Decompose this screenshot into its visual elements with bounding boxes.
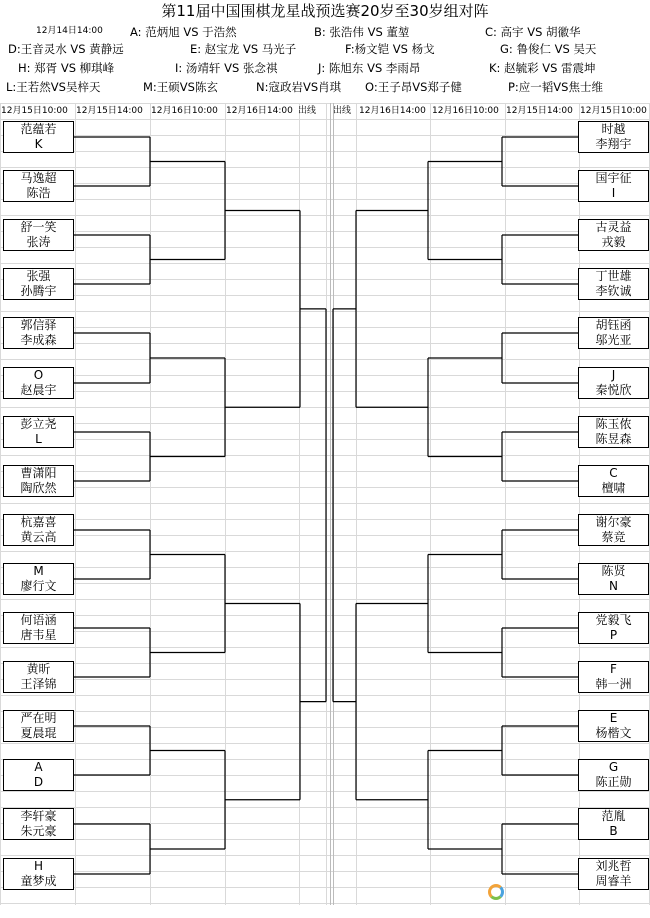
player-name: M: [33, 564, 44, 578]
header-date: 12月14日14:00: [36, 26, 103, 36]
player-name: 朱元豪: [20, 824, 57, 838]
player-name: N: [609, 579, 618, 593]
player-name: D: [33, 775, 44, 789]
player-name: 蔡竞: [601, 530, 626, 544]
preliminary-match: G: 鲁俊仁 VS 吴天: [500, 42, 597, 56]
round-header-right: 出线: [333, 106, 352, 116]
player-name: J: [611, 368, 616, 382]
player-name: 严在明: [20, 711, 57, 725]
preliminary-match: D:王音灵水 VS 黄静远: [8, 42, 124, 56]
player-name: 周睿羊: [595, 874, 632, 888]
player-name: 彭立尧: [20, 417, 57, 431]
player-name: L: [35, 432, 42, 446]
watermark-logo-icon: [488, 884, 504, 900]
player-name: 赵晨宇: [20, 383, 57, 397]
player-name: 时越: [601, 122, 626, 136]
preliminary-match: C: 高宇 VS 胡徽华: [485, 25, 581, 39]
player-name: 陈贤: [601, 564, 626, 578]
player-name: 檀啸: [601, 481, 626, 495]
preliminary-match: A: 范炳旭 VS 于浩然: [130, 25, 237, 39]
player-name: I: [611, 186, 616, 200]
player-name: 丁世雄: [595, 269, 632, 283]
player-name: 杨楷文: [595, 726, 632, 740]
player-name: 张涛: [26, 235, 51, 249]
player-name: 马逸超: [20, 171, 57, 185]
player-name: 王泽锦: [20, 677, 57, 691]
player-name: C: [609, 466, 618, 480]
round-header-left: 出线: [298, 106, 317, 116]
player-name: 陶欣然: [20, 481, 57, 495]
player-name: 童梦成: [20, 874, 57, 888]
player-name: 范胤: [601, 809, 626, 823]
player-name: 何语涵: [20, 613, 57, 627]
player-name: 陈浩: [26, 186, 51, 200]
round-header-right: 12月16日10:00: [432, 106, 499, 116]
player-name: E: [609, 711, 618, 725]
player-name: 国宇征: [595, 171, 632, 185]
player-name: 黄云高: [20, 530, 57, 544]
round-header-right: 12月15日14:00: [506, 106, 573, 116]
player-name: 古灵益: [595, 220, 632, 234]
player-name: A: [34, 760, 43, 774]
player-name: 夏晨琨: [20, 726, 57, 740]
player-name: 舒一笑: [20, 220, 57, 234]
page-title: 第11届中国围棋龙星战预选赛20岁至30岁组对阵: [161, 2, 489, 20]
player-name: 孙腾宇: [20, 284, 57, 298]
player-name: 陈玉侬: [595, 417, 632, 431]
player-name: 李翔宇: [595, 137, 632, 151]
round-header-left: 12月16日14:00: [226, 106, 293, 116]
player-name: 谢尔豪: [595, 515, 632, 529]
player-name: 陈昱森: [595, 432, 632, 446]
player-name: P: [609, 628, 618, 642]
player-name: 党毅飞: [595, 613, 632, 627]
player-name: 杭嘉喜: [20, 515, 57, 529]
round-header-left: 12月15日10:00: [1, 106, 68, 116]
player-name: 胡钰函: [595, 318, 632, 332]
round-header-right: 12月15日10:00: [580, 106, 647, 116]
player-name: H: [33, 859, 44, 873]
preliminary-match: L:王若然VS吴梓天: [6, 80, 101, 94]
player-name: 范蕴若: [20, 122, 57, 136]
player-name: 戎毅: [601, 235, 626, 249]
player-name: 邬光亚: [595, 333, 632, 347]
player-name: 陈正勋: [595, 775, 632, 789]
round-header-left: 12月15日14:00: [76, 106, 143, 116]
player-name: 张强: [26, 269, 51, 283]
player-name: 曹潇阳: [20, 466, 57, 480]
player-name: O: [33, 368, 44, 382]
preliminary-match: I: 汤靖轩 VS 张念祺: [175, 61, 278, 75]
player-name: K: [34, 137, 43, 151]
player-name: 李钦诚: [595, 284, 632, 298]
player-name: F: [610, 662, 617, 676]
preliminary-match: P:应一韬VS焦士维: [508, 80, 603, 94]
round-header-right: 12月16日14:00: [359, 106, 426, 116]
player-name: 郭信驿: [20, 318, 57, 332]
player-name: 黄昕: [26, 662, 51, 676]
player-name: 唐韦星: [20, 628, 57, 642]
preliminary-match: J: 陈旭东 VS 李雨昂: [318, 61, 421, 75]
player-name: 秦悦欣: [595, 383, 632, 397]
player-name: 韩一洲: [595, 677, 632, 691]
preliminary-match: E: 赵宝龙 VS 马光子: [190, 42, 297, 56]
preliminary-match: O:王子昂VS郑子健: [365, 80, 462, 94]
preliminary-match: H: 郑胥 VS 柳琪峰: [18, 61, 115, 75]
player-name: 廖行文: [20, 579, 57, 593]
preliminary-match: F:杨文铠 VS 杨戈: [345, 42, 435, 56]
player-name: 刘兆哲: [595, 859, 632, 873]
player-name: B: [609, 824, 618, 838]
player-name: 李轩豪: [20, 809, 57, 823]
player-name: G: [608, 760, 619, 774]
preliminary-match: B: 张浩伟 VS 董堃: [314, 25, 410, 39]
round-header-left: 12月16日10:00: [151, 106, 218, 116]
preliminary-match: K: 赵毓彩 VS 雷震坤: [489, 61, 596, 75]
preliminary-match: M:王硕VS陈玄: [143, 80, 218, 94]
player-name: 李成森: [20, 333, 57, 347]
preliminary-match: N:寇政岩VS肖琪: [256, 80, 342, 94]
